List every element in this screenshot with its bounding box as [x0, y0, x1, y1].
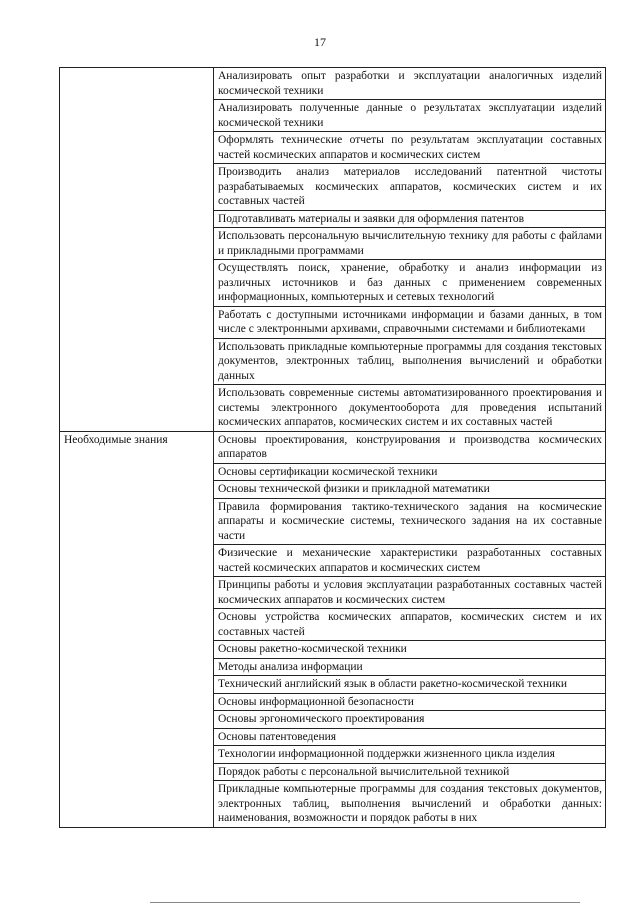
- requirement-item: Основы эргономического проектирования: [214, 711, 606, 729]
- section-label: Необходимые знания: [60, 431, 214, 827]
- requirement-item: Основы устройства космических аппаратов, космических систем и их составных частей: [214, 609, 606, 641]
- requirement-item: Технический английский язык в области ракетно-космической техники: [214, 676, 606, 694]
- requirement-item: Основы информационной безопасности: [214, 693, 606, 711]
- section-label: [60, 68, 214, 432]
- requirement-item: Анализировать опыт разработки и эксплуатации аналогичных изделий космической техники: [214, 68, 606, 100]
- requirement-item: Осуществлять поиск, хранение, обработку и анализ информации из различных источников и баз данных с применением современных информационных, компьютерных и сетевых технологий: [214, 260, 606, 307]
- requirement-item: Основы сертификации космической техники: [214, 463, 606, 481]
- requirement-item: Основы ракетно-космической техники: [214, 641, 606, 659]
- requirement-item: Порядок работы с персональной вычислительной техникой: [214, 763, 606, 781]
- requirement-item: Правила формирования тактико-технического задания на космические аппараты и космические системы, технического задания на их составные части: [214, 498, 606, 545]
- requirement-item: Использовать современные системы автоматизированного проектирования и системы электронного документооборота для проведения испытаний космических аппаратов, космических систем и их составных частей: [214, 385, 606, 432]
- requirements-table: [59, 67, 606, 828]
- requirement-item: Основы проектирования, конструирования и производства космических аппаратов: [214, 431, 606, 463]
- page-bottom-rule: [150, 902, 580, 903]
- requirement-item: Производить анализ материалов исследований патентной чистоты разрабатываемых космических аппаратов, космических систем и их составных частей: [214, 164, 606, 211]
- page-number: 17: [314, 35, 326, 49]
- requirement-item: Оформлять технические отчеты по результатам эксплуатации составных частей космических аппаратов и космических систем: [214, 132, 606, 164]
- requirement-item: Подготавливать материалы и заявки для оформления патентов: [214, 210, 606, 228]
- requirement-item: Технологии информационной поддержки жизненного цикла изделия: [214, 746, 606, 764]
- requirement-item: Анализировать полученные данные о результатах эксплуатации изделий космической техники: [214, 100, 606, 132]
- requirement-item: Основы патентоведения: [214, 728, 606, 746]
- requirement-item: Принципы работы и условия эксплуатации разработанных составных частей космических аппаратов и космических систем: [214, 577, 606, 609]
- requirement-item: Прикладные компьютерные программы для создания текстовых документов, электронных таблиц, выполнения вычислений и обработки данных: наименования, возможности и порядок работы в них: [214, 781, 606, 828]
- requirement-item: Использовать персональную вычислительную технику для работы с файлами и прикладными программами: [214, 228, 606, 260]
- table-row: [60, 68, 606, 100]
- table-row: [60, 431, 606, 463]
- table-body: [60, 68, 606, 828]
- requirement-item: Физические и механические характеристики разработанных составных частей космических аппаратов и космических систем: [214, 545, 606, 577]
- requirement-item: Использовать прикладные компьютерные программы для создания текстовых документов, электронных таблиц, выполнения вычислений и обработки данных: [214, 338, 606, 385]
- requirement-item: Работать с доступными источниками информации и базами данных, в том числе с электронными архивами, справочными системами и библиотеками: [214, 306, 606, 338]
- requirement-item: Методы анализа информации: [214, 658, 606, 676]
- requirement-item: Основы технической физики и прикладной математики: [214, 481, 606, 499]
